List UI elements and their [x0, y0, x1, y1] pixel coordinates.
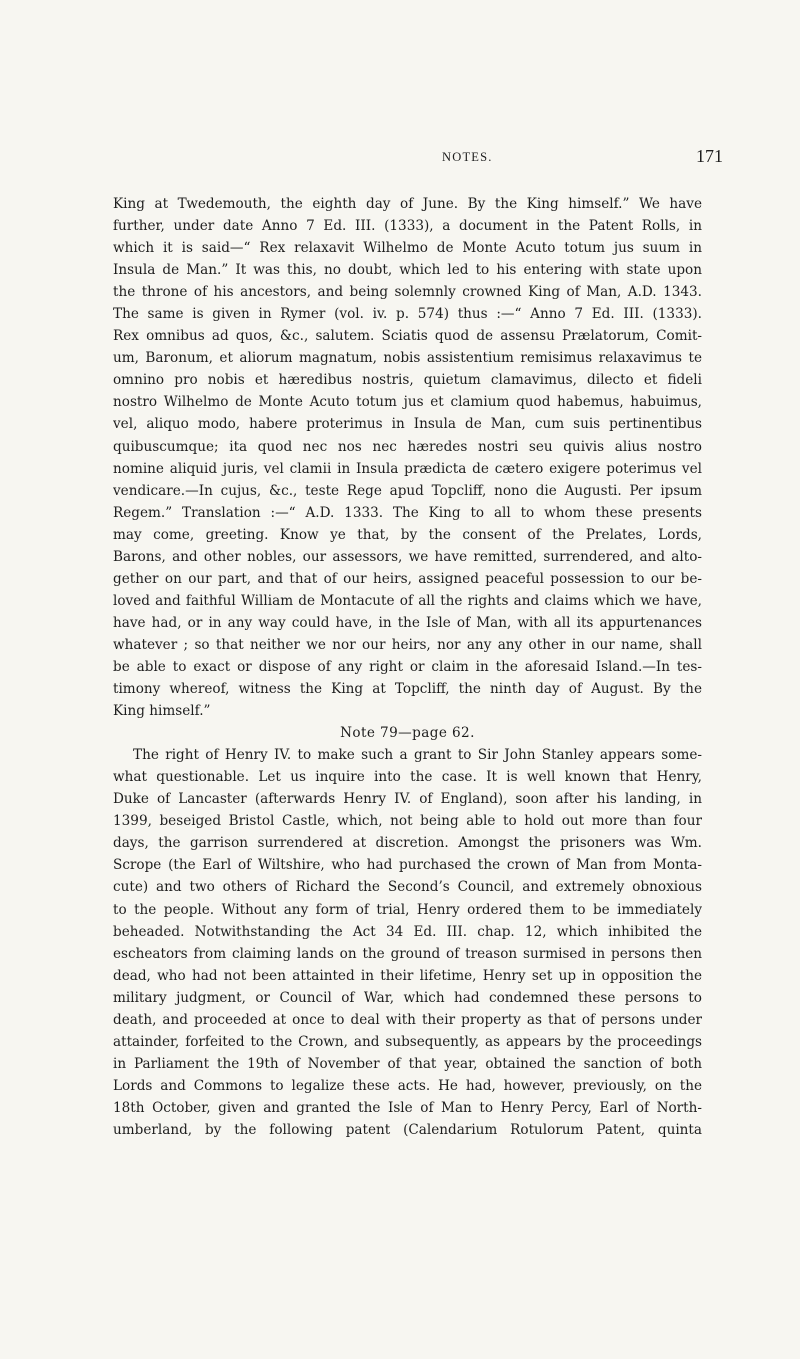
text-line: may come, greeting. Know ye that, by the consent of the Prelates, Lords, [113, 526, 702, 543]
text-line: King himself.” [113, 703, 211, 720]
text-line: vendicare.—In cujus, &c., teste Rege apud Topcliff, nono die Augusti. Per ipsum [113, 482, 702, 499]
text-line: further, under date Anno 7 Ed. III. (1333), a document in the Patent Rolls, in [113, 218, 702, 235]
text-line: The same is given in Rymer (vol. iv. p. 574) thus :—“ Anno 7 Ed. III. (1333). [113, 306, 702, 323]
text-line: attainder, forfeited to the Crown, and subsequently, as appears by the proceedings [113, 1033, 702, 1050]
text-line: the throne of his ancestors, and being solemnly crowned King of Man, A.D. 1343. [113, 284, 702, 301]
text-line: Lords and Commons to legalize these acts. He had, however, previously, on the [113, 1077, 702, 1094]
text-line: military judgment, or Council of War, which had condemned these persons to [113, 989, 702, 1006]
text-line: what questionable. Let us inquire into the case. It is well known that Henry, [113, 769, 702, 786]
text-line: to the people. Without any form of trial, Henry ordered them to be immediately [113, 901, 702, 918]
text-line: um, Baronum, et aliorum magnatum, nobis assistentium remisimus relaxavimus te [113, 350, 702, 367]
text-line: loved and faithful William de Montacute of all the rights and claims which we have, [113, 592, 702, 609]
text-line: vel, aliquo modo, habere proterimus in Insula de Man, cum suis pertinentibus [113, 416, 702, 433]
text-line: nostro Wilhelmo de Monte Acuto totum jus et clamium quod habemus, habuimus, [113, 394, 702, 411]
text-line: have had, or in any way could have, in the Isle of Man, with all its appurtenances [113, 614, 702, 631]
text-line: omnino pro nobis et hæredibus nostris, quietum clamavimus, dilecto et fideli [113, 372, 702, 389]
running-title: NOTES. [442, 150, 493, 164]
note-heading: Note 79—page 62. [340, 725, 475, 742]
text-line: umberland, by the following patent (Calendarium Rotulorum Patent, quinta [113, 1121, 702, 1138]
text-line: days, the garrison surrendered at discretion. Amongst the prisoners was Wm. [113, 835, 702, 852]
text-line: cute) and two others of Richard the Second’s Council, and extremely obnoxious [113, 879, 702, 896]
text-line: whatever ; so that neither we nor our heirs, nor any any other in our name, shall [113, 636, 702, 653]
body-text [113, 193, 702, 1141]
text-line: Insula de Man.” It was this, no doubt, which led to his entering with state upon [113, 262, 702, 279]
text-line: Regem.” Translation :—“ A.D. 1333. The King to all to whom these presents [113, 504, 702, 521]
text-line: which it is said—“ Rex relaxavit Wilhelmo de Monte Acuto totum jus suum in [113, 240, 702, 257]
text-line: death, and proceeded at once to deal with their property as that of persons under [113, 1011, 702, 1028]
text-line: Duke of Lancaster (afterwards Henry IV. of England), soon after his landing, in [113, 791, 702, 808]
text-line: timony whereof, witness the King at Topcliff, the ninth day of August. By the [113, 681, 702, 698]
text-line: 1399, beseiged Bristol Castle, which, not being able to hold out more than four [113, 813, 702, 830]
text-line: nomine aliquid juris, vel clamii in Insula prædicta de cætero exigere poterimus vel [113, 460, 702, 477]
text-line: Scrope (the Earl of Wiltshire, who had purchased the crown of Man from Monta- [113, 857, 702, 874]
text-line: quibuscumque; ita quod nec nos nec hæredes nostri seu quivis alius nostro [113, 438, 702, 455]
text-line: in Parliament the 19th of November of that year, obtained the sanction of both [113, 1055, 702, 1072]
text-line: Barons, and other nobles, our assessors, we have remitted, surrendered, and alto- [113, 548, 702, 565]
text-line: beheaded. Notwithstanding the Act 34 Ed. III. chap. 12, which inhibited the [113, 923, 702, 940]
page-number: 171 [696, 146, 723, 166]
running-head [0, 146, 800, 166]
text-line: 18th October, given and granted the Isle of Man to Henry Percy, Earl of North- [113, 1099, 702, 1116]
text-line: King at Twedemouth, the eighth day of June. By the King himself.” We have [113, 196, 702, 212]
text-line: The right of Henry IV. to make such a grant to Sir John Stanley appears some- [133, 747, 702, 764]
text-line: Rex omnibus ad quos, &c., salutem. Sciatis quod de assensu Prælatorum, Comit- [113, 328, 702, 345]
text-line: gether on our part, and that of our heirs, assigned peaceful possession to our be- [113, 570, 702, 587]
text-line: escheators from claiming lands on the ground of treason surmised in persons then [113, 945, 702, 962]
text-line: dead, who had not been attainted in their lifetime, Henry set up in opposition the [113, 967, 702, 984]
text-line: be able to exact or dispose of any right or claim in the aforesaid Island.—In tes- [113, 658, 702, 675]
